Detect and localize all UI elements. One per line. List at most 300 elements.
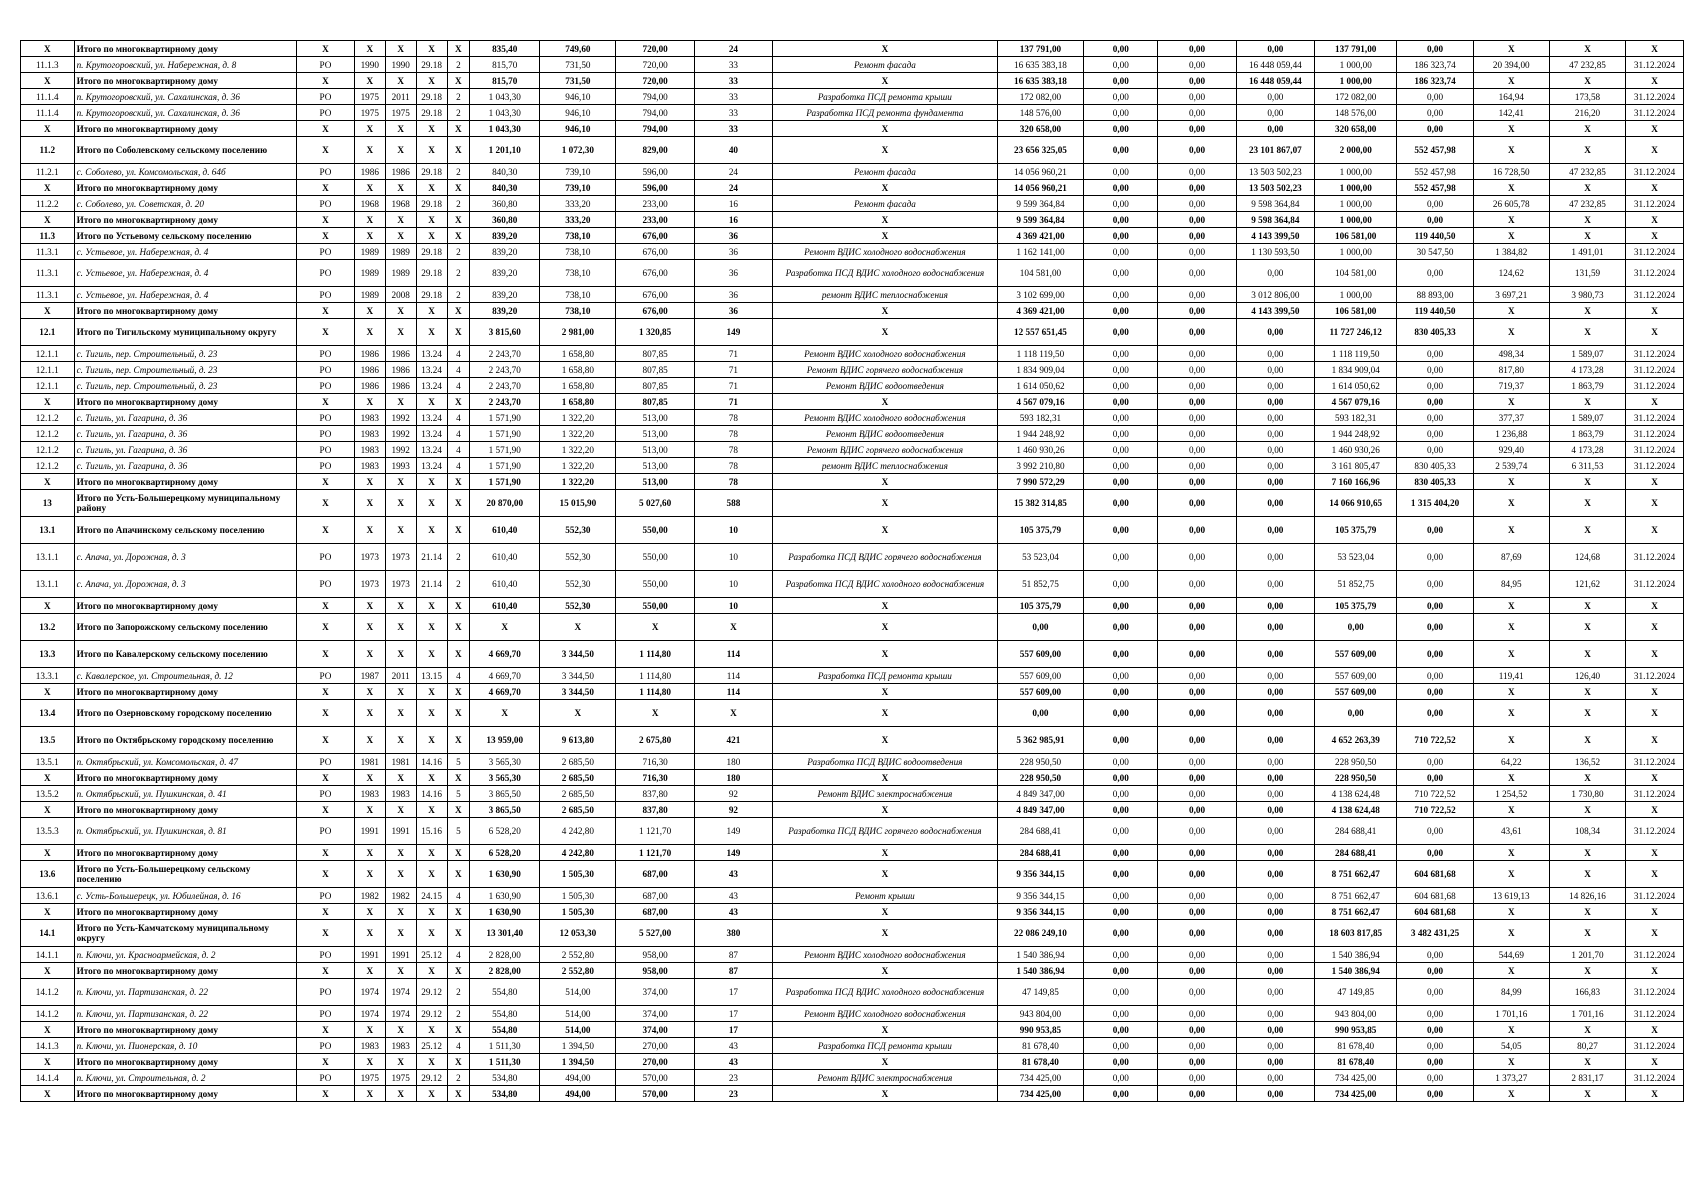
cell-owner-funds: 106 581,00 (1315, 303, 1397, 319)
cell-local-funds: 0,00 (1236, 947, 1314, 963)
cell-year-built: 1981 (354, 754, 385, 770)
table-row (21, 1006, 1684, 1022)
cell-total-cost: 9 356 344,15 (997, 888, 1084, 904)
cell-max-unit-cost: 14 826,16 (1549, 888, 1625, 904)
cell-item-number: 13.3.1 (21, 668, 75, 684)
table-row (21, 442, 1684, 458)
cell-residents: X (694, 614, 772, 641)
cell-wear: 13.24 (416, 346, 447, 362)
cell-residents: 78 (694, 410, 772, 426)
cell-other-funds: 0,00 (1397, 963, 1473, 979)
cell-residents: 71 (694, 346, 772, 362)
cell-total-cost: 284 688,41 (997, 818, 1084, 845)
cell-residents: 78 (694, 426, 772, 442)
table-row-total (21, 770, 1684, 786)
cell-federal-funds: 0,00 (1084, 378, 1158, 394)
cell-floors: X (447, 904, 470, 920)
cell-residents: 33 (694, 73, 772, 89)
cell-wear: 29.18 (416, 260, 447, 287)
cell-item-number: 11.1.4 (21, 89, 75, 105)
cell-regional-funds: 0,00 (1158, 979, 1236, 1006)
cell-max-unit-cost: X (1549, 700, 1625, 727)
cell-wear: 21.14 (416, 544, 447, 571)
cell-other-funds: 830 405,33 (1397, 319, 1473, 346)
cell-wear: X (416, 1086, 447, 1102)
cell-year-renovated: X (385, 319, 416, 346)
cell-floors: 2 (447, 164, 470, 180)
cell-local-funds: 4 143 399,50 (1236, 228, 1314, 244)
cell-deadline: 31.12.2024 (1626, 1070, 1684, 1086)
cell-item-number: X (21, 212, 75, 228)
cell-total-area: 4 669,70 (470, 641, 540, 668)
cell-year-renovated: X (385, 490, 416, 517)
cell-local-funds: 4 143 399,50 (1236, 303, 1314, 319)
cell-deadline: X (1626, 861, 1684, 888)
cell-common-area: 794,00 (616, 89, 694, 105)
cell-year-renovated: X (385, 614, 416, 641)
cell-owner-type: X (297, 861, 355, 888)
cell-total-area: 13 959,00 (470, 727, 540, 754)
cell-year-built: X (354, 845, 385, 861)
cell-wear: X (416, 963, 447, 979)
cell-other-funds: 0,00 (1397, 1006, 1473, 1022)
table-row-total (21, 490, 1684, 517)
cell-deadline: X (1626, 41, 1684, 57)
cell-local-funds: 0,00 (1236, 1022, 1314, 1038)
cell-year-renovated: 1973 (385, 544, 416, 571)
cell-total-area: 2 828,00 (470, 947, 540, 963)
cell-year-built: 1989 (354, 244, 385, 260)
cell-item-number: X (21, 121, 75, 137)
cell-work-type: X (773, 490, 998, 517)
cell-regional-funds: 0,00 (1158, 517, 1236, 544)
cell-local-funds: 0,00 (1236, 904, 1314, 920)
cell-year-renovated: X (385, 845, 416, 861)
cell-total-cost: 16 635 383,18 (997, 73, 1084, 89)
cell-other-funds: 710 722,52 (1397, 802, 1473, 818)
cell-floors: X (447, 1022, 470, 1038)
cell-max-unit-cost: 80,27 (1549, 1038, 1625, 1054)
cell-deadline: X (1626, 700, 1684, 727)
cell-wear: 25.12 (416, 1038, 447, 1054)
cell-year-renovated: X (385, 861, 416, 888)
cell-local-funds: 0,00 (1236, 802, 1314, 818)
cell-residents: 149 (694, 319, 772, 346)
cell-other-funds: 186 323,74 (1397, 57, 1473, 73)
cell-common-area: 720,00 (616, 41, 694, 57)
cell-floors: 4 (447, 458, 470, 474)
table-row (21, 947, 1684, 963)
cell-total-cost: 104 581,00 (997, 260, 1084, 287)
table-row (21, 196, 1684, 212)
cell-residents: 17 (694, 979, 772, 1006)
cell-total-cost: 3 992 210,80 (997, 458, 1084, 474)
cell-year-renovated: X (385, 727, 416, 754)
cell-owner-funds: 734 425,00 (1315, 1070, 1397, 1086)
cell-living-area: 333,20 (540, 212, 616, 228)
cell-residents: 149 (694, 818, 772, 845)
cell-total-area: 610,40 (470, 517, 540, 544)
cell-common-area: 374,00 (616, 979, 694, 1006)
cell-common-area: X (616, 614, 694, 641)
cell-living-area: 4 242,80 (540, 818, 616, 845)
cell-other-funds: 0,00 (1397, 362, 1473, 378)
cell-total-cost: 5 362 985,91 (997, 727, 1084, 754)
cell-max-unit-cost: 173,58 (1549, 89, 1625, 105)
cell-address: Итого по многоквартирному дому (74, 1022, 297, 1038)
cell-floors: X (447, 641, 470, 668)
cell-year-built: 1975 (354, 89, 385, 105)
cell-max-unit-cost: 166,83 (1549, 979, 1625, 1006)
cell-common-area: 676,00 (616, 260, 694, 287)
cell-residents: 180 (694, 754, 772, 770)
cell-federal-funds: 0,00 (1084, 754, 1158, 770)
cell-owner-funds: 81 678,40 (1315, 1038, 1397, 1054)
cell-living-area: 739,10 (540, 180, 616, 196)
cell-address: Итого по многоквартирному дому (74, 802, 297, 818)
cell-other-funds: 710 722,52 (1397, 786, 1473, 802)
cell-owner-funds: 105 375,79 (1315, 598, 1397, 614)
cell-regional-funds: 0,00 (1158, 164, 1236, 180)
cell-total-area: 554,80 (470, 979, 540, 1006)
cell-total-area: 20 870,00 (470, 490, 540, 517)
table-row (21, 164, 1684, 180)
cell-residents: 33 (694, 105, 772, 121)
cell-address: с. Усть-Большерецк, ул. Юбилейная, д. 16 (74, 888, 297, 904)
cell-total-area: 360,80 (470, 212, 540, 228)
cell-owner-type: X (297, 598, 355, 614)
cell-owner-funds: 7 160 166,96 (1315, 474, 1397, 490)
cell-total-area: 13 301,40 (470, 920, 540, 947)
cell-item-number: 12.1.2 (21, 410, 75, 426)
cell-owner-type: РО (297, 818, 355, 845)
cell-common-area: 570,00 (616, 1070, 694, 1086)
cell-deadline: 31.12.2024 (1626, 458, 1684, 474)
cell-owner-type: РО (297, 260, 355, 287)
cell-common-area: 570,00 (616, 1086, 694, 1102)
cell-year-built: X (354, 41, 385, 57)
table-row-total (21, 137, 1684, 164)
cell-residents: 43 (694, 1054, 772, 1070)
cell-max-unit-cost: X (1549, 802, 1625, 818)
cell-federal-funds: 0,00 (1084, 228, 1158, 244)
cell-common-area: 374,00 (616, 1022, 694, 1038)
cell-owner-type: X (297, 121, 355, 137)
cell-deadline: 31.12.2024 (1626, 818, 1684, 845)
cell-unit-cost: 377,37 (1473, 410, 1549, 426)
cell-regional-funds: 0,00 (1158, 196, 1236, 212)
cell-local-funds: 0,00 (1236, 1086, 1314, 1102)
cell-common-area: 550,00 (616, 544, 694, 571)
program-table (20, 40, 1684, 1102)
cell-wear: 15.16 (416, 818, 447, 845)
cell-wear: X (416, 684, 447, 700)
cell-local-funds: 0,00 (1236, 727, 1314, 754)
cell-total-area: 610,40 (470, 598, 540, 614)
cell-address: п. Октябрьский, ул. Пушкинская, д. 41 (74, 786, 297, 802)
cell-living-area: 1 658,80 (540, 346, 616, 362)
cell-deadline: X (1626, 517, 1684, 544)
cell-owner-type: X (297, 1022, 355, 1038)
cell-wear: X (416, 700, 447, 727)
cell-max-unit-cost: 1 201,70 (1549, 947, 1625, 963)
cell-unit-cost: X (1473, 1022, 1549, 1038)
cell-residents: 421 (694, 727, 772, 754)
cell-deadline: 31.12.2024 (1626, 378, 1684, 394)
table-row-total (21, 614, 1684, 641)
cell-wear: 29.18 (416, 287, 447, 303)
cell-max-unit-cost: 4 173,28 (1549, 442, 1625, 458)
cell-address: Итого по многоквартирному дому (74, 845, 297, 861)
cell-federal-funds: 0,00 (1084, 770, 1158, 786)
cell-item-number: 14.1.1 (21, 947, 75, 963)
cell-year-renovated: 1974 (385, 979, 416, 1006)
cell-work-type: X (773, 121, 998, 137)
cell-residents: 36 (694, 244, 772, 260)
cell-item-number: X (21, 303, 75, 319)
cell-common-area: 2 675,80 (616, 727, 694, 754)
cell-item-number: 14.1 (21, 920, 75, 947)
cell-regional-funds: 0,00 (1158, 442, 1236, 458)
cell-floors: X (447, 474, 470, 490)
cell-total-area: 1 511,30 (470, 1038, 540, 1054)
cell-year-renovated: 1992 (385, 442, 416, 458)
cell-owner-funds: 137 791,00 (1315, 41, 1397, 57)
cell-other-funds: 0,00 (1397, 1038, 1473, 1054)
cell-floors: 5 (447, 818, 470, 845)
cell-unit-cost: X (1473, 684, 1549, 700)
cell-wear: X (416, 641, 447, 668)
cell-owner-type: РО (297, 786, 355, 802)
cell-floors: X (447, 394, 470, 410)
cell-item-number: X (21, 684, 75, 700)
cell-unit-cost: X (1473, 73, 1549, 89)
cell-living-area: 15 015,90 (540, 490, 616, 517)
cell-deadline: 31.12.2024 (1626, 57, 1684, 73)
cell-total-cost: 1 540 386,94 (997, 963, 1084, 979)
cell-wear: 29.12 (416, 979, 447, 1006)
cell-work-type: Ремонт фасада (773, 164, 998, 180)
cell-regional-funds: 0,00 (1158, 426, 1236, 442)
cell-common-area: 596,00 (616, 180, 694, 196)
cell-owner-type: РО (297, 164, 355, 180)
cell-local-funds: 0,00 (1236, 920, 1314, 947)
cell-common-area: 794,00 (616, 121, 694, 137)
cell-work-type: X (773, 1022, 998, 1038)
cell-owner-type: РО (297, 544, 355, 571)
table-row (21, 410, 1684, 426)
table-row-total (21, 212, 1684, 228)
cell-address: Итого по многоквартирному дому (74, 963, 297, 979)
cell-living-area: 738,10 (540, 287, 616, 303)
cell-work-type: X (773, 598, 998, 614)
cell-item-number: X (21, 180, 75, 196)
cell-floors: X (447, 770, 470, 786)
program-table-sheet (20, 40, 1684, 1102)
cell-local-funds: 0,00 (1236, 963, 1314, 979)
cell-wear: X (416, 1022, 447, 1038)
cell-living-area: 494,00 (540, 1070, 616, 1086)
cell-item-number: 12.1.1 (21, 378, 75, 394)
cell-item-number: 12.1.1 (21, 346, 75, 362)
cell-regional-funds: 0,00 (1158, 89, 1236, 105)
cell-federal-funds: 0,00 (1084, 303, 1158, 319)
cell-living-area: 946,10 (540, 121, 616, 137)
cell-year-built: X (354, 228, 385, 244)
cell-federal-funds: 0,00 (1084, 517, 1158, 544)
cell-owner-funds: 1 944 248,92 (1315, 426, 1397, 442)
cell-year-built: X (354, 1086, 385, 1102)
cell-work-type: Ремонт ВДИС холодного водоснабжения (773, 410, 998, 426)
cell-unit-cost: X (1473, 1054, 1549, 1070)
table-row-total (21, 802, 1684, 818)
cell-wear: X (416, 614, 447, 641)
table-row-total (21, 727, 1684, 754)
cell-common-area: 807,85 (616, 346, 694, 362)
cell-year-built: 1986 (354, 346, 385, 362)
cell-owner-type: РО (297, 1038, 355, 1054)
cell-address: Итого по Устьевому сельскому поселению (74, 228, 297, 244)
cell-residents: 78 (694, 458, 772, 474)
cell-owner-type: РО (297, 362, 355, 378)
cell-total-cost: 1 460 930,26 (997, 442, 1084, 458)
cell-residents: 24 (694, 41, 772, 57)
cell-living-area: 946,10 (540, 89, 616, 105)
cell-living-area: 1 394,50 (540, 1038, 616, 1054)
cell-max-unit-cost: X (1549, 517, 1625, 544)
cell-wear: 13.24 (416, 362, 447, 378)
cell-year-built: 1989 (354, 260, 385, 287)
cell-total-cost: 81 678,40 (997, 1038, 1084, 1054)
cell-living-area: 552,30 (540, 598, 616, 614)
cell-floors: 4 (447, 442, 470, 458)
cell-deadline: 31.12.2024 (1626, 1006, 1684, 1022)
cell-year-renovated: 1992 (385, 426, 416, 442)
cell-owner-type: X (297, 963, 355, 979)
cell-total-area: 360,80 (470, 196, 540, 212)
cell-item-number: 11.3.1 (21, 287, 75, 303)
cell-deadline: 31.12.2024 (1626, 947, 1684, 963)
cell-living-area: 514,00 (540, 1006, 616, 1022)
cell-local-funds: 0,00 (1236, 319, 1314, 346)
cell-residents: 114 (694, 641, 772, 668)
cell-total-area: 6 528,20 (470, 818, 540, 845)
cell-other-funds: 0,00 (1397, 818, 1473, 845)
cell-total-cost: 557 609,00 (997, 684, 1084, 700)
cell-residents: 87 (694, 963, 772, 979)
cell-regional-funds: 0,00 (1158, 770, 1236, 786)
cell-unit-cost: X (1473, 474, 1549, 490)
table-row-total (21, 861, 1684, 888)
cell-unit-cost: 498,34 (1473, 346, 1549, 362)
cell-unit-cost: X (1473, 963, 1549, 979)
cell-federal-funds: 0,00 (1084, 641, 1158, 668)
cell-owner-funds: 1 000,00 (1315, 196, 1397, 212)
cell-floors: 4 (447, 668, 470, 684)
cell-year-built: 1983 (354, 1038, 385, 1054)
cell-residents: 36 (694, 303, 772, 319)
cell-total-cost: 734 425,00 (997, 1070, 1084, 1086)
cell-local-funds: 0,00 (1236, 614, 1314, 641)
cell-owner-type: X (297, 394, 355, 410)
cell-address: п. Крутогоровский, ул. Сахалинская, д. 36 (74, 105, 297, 121)
cell-address: с. Тигиль, пер. Строительный, д. 23 (74, 378, 297, 394)
table-row (21, 362, 1684, 378)
cell-owner-funds: 1 118 119,50 (1315, 346, 1397, 362)
cell-other-funds: 0,00 (1397, 614, 1473, 641)
cell-living-area: 2 685,50 (540, 786, 616, 802)
cell-work-type: X (773, 474, 998, 490)
cell-other-funds: 0,00 (1397, 1054, 1473, 1070)
cell-living-area: 1 658,80 (540, 378, 616, 394)
cell-total-area: 2 243,70 (470, 378, 540, 394)
cell-unit-cost: X (1473, 641, 1549, 668)
cell-federal-funds: 0,00 (1084, 598, 1158, 614)
cell-address: Итого по многоквартирному дому (74, 770, 297, 786)
cell-total-cost: 148 576,00 (997, 105, 1084, 121)
cell-floors: X (447, 73, 470, 89)
cell-item-number: 11.1.3 (21, 57, 75, 73)
cell-work-type: X (773, 1054, 998, 1070)
cell-year-renovated: X (385, 802, 416, 818)
cell-unit-cost: 119,41 (1473, 668, 1549, 684)
cell-owner-funds: 0,00 (1315, 614, 1397, 641)
cell-year-renovated: X (385, 684, 416, 700)
cell-living-area: 946,10 (540, 105, 616, 121)
cell-max-unit-cost: X (1549, 920, 1625, 947)
cell-other-funds: 0,00 (1397, 700, 1473, 727)
cell-federal-funds: 0,00 (1084, 1054, 1158, 1070)
cell-max-unit-cost: X (1549, 770, 1625, 786)
cell-year-built: X (354, 727, 385, 754)
cell-item-number: 12.1.2 (21, 442, 75, 458)
cell-total-area: 1 571,90 (470, 426, 540, 442)
cell-address: Итого по многоквартирному дому (74, 303, 297, 319)
cell-year-renovated: 1993 (385, 458, 416, 474)
cell-item-number: X (21, 845, 75, 861)
cell-year-renovated: X (385, 1022, 416, 1038)
cell-floors: X (447, 212, 470, 228)
cell-max-unit-cost: X (1549, 598, 1625, 614)
cell-federal-funds: 0,00 (1084, 410, 1158, 426)
cell-federal-funds: 0,00 (1084, 979, 1158, 1006)
cell-owner-type: РО (297, 979, 355, 1006)
cell-local-funds: 0,00 (1236, 362, 1314, 378)
cell-common-area: 5 527,00 (616, 920, 694, 947)
cell-unit-cost: 2 539,74 (1473, 458, 1549, 474)
cell-deadline: X (1626, 303, 1684, 319)
cell-year-built: X (354, 137, 385, 164)
cell-work-type: Ремонт ВДИС водоотведения (773, 426, 998, 442)
cell-regional-funds: 0,00 (1158, 260, 1236, 287)
cell-total-cost: 9 356 344,15 (997, 904, 1084, 920)
cell-regional-funds: 0,00 (1158, 571, 1236, 598)
cell-owner-type: РО (297, 410, 355, 426)
cell-owner-funds: 106 581,00 (1315, 228, 1397, 244)
cell-regional-funds: 0,00 (1158, 228, 1236, 244)
cell-total-cost: 990 953,85 (997, 1022, 1084, 1038)
cell-residents: 71 (694, 362, 772, 378)
cell-unit-cost: 817,80 (1473, 362, 1549, 378)
cell-total-cost: 1 540 386,94 (997, 947, 1084, 963)
cell-max-unit-cost: 126,40 (1549, 668, 1625, 684)
cell-floors: X (447, 802, 470, 818)
cell-common-area: 1 121,70 (616, 845, 694, 861)
cell-regional-funds: 0,00 (1158, 105, 1236, 121)
cell-item-number: X (21, 598, 75, 614)
cell-wear: X (416, 802, 447, 818)
cell-federal-funds: 0,00 (1084, 287, 1158, 303)
